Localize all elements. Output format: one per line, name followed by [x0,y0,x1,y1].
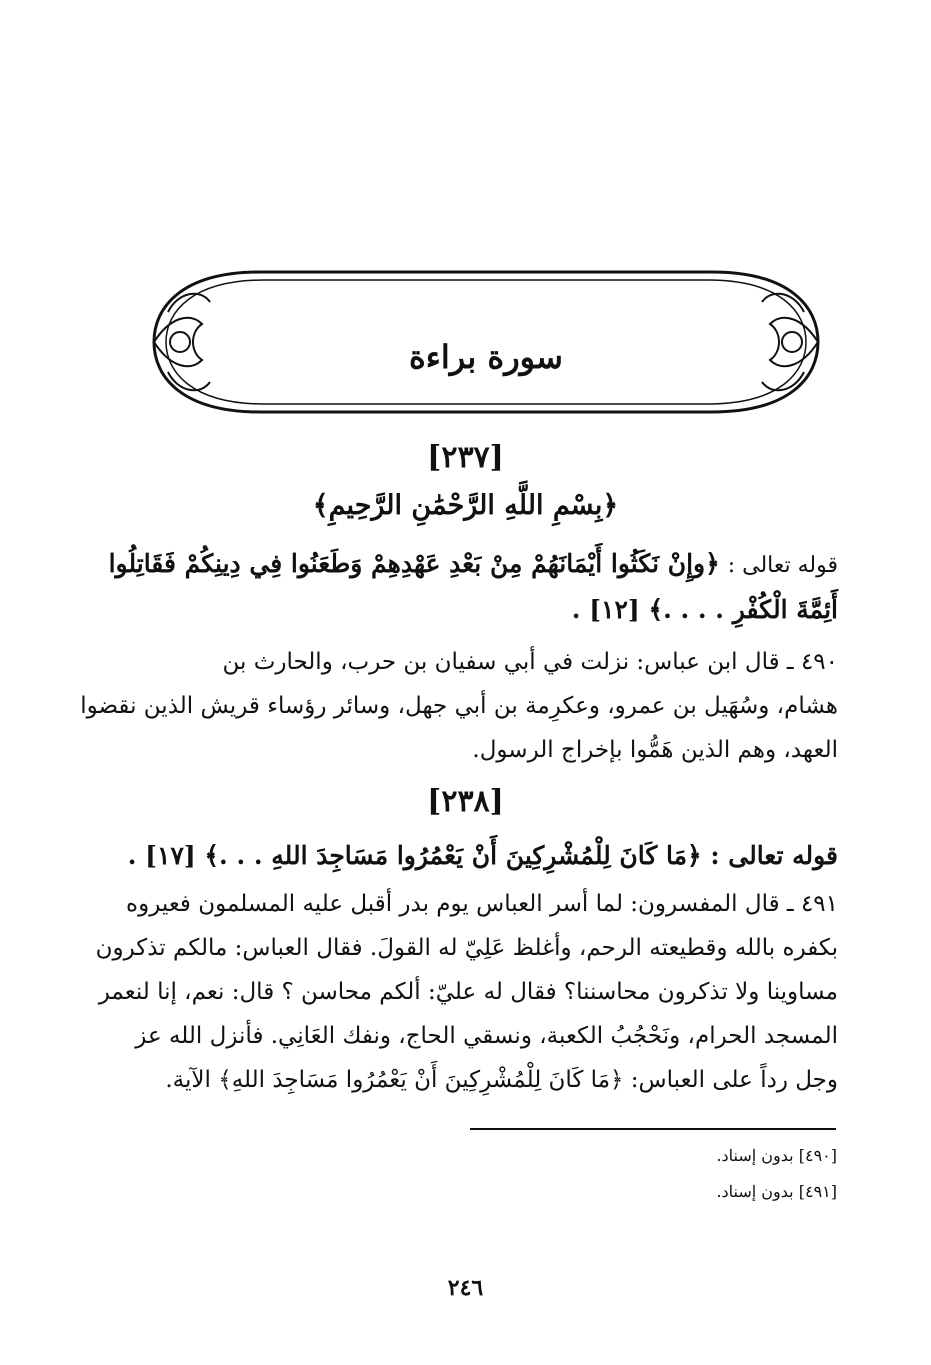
hadith-line: ٤٩١ ـ قال المفسرون: لما أسر العباس يوم بدر أقبل عليه المسلمون فعيروه [126,891,838,917]
hadith-line: وجل رداً على العباس: ﴿مَا كَانَ لِلْمُشْرِكِينَ أَنْ يَعْمُرُوا مَسَاجِدَ اللهِ﴾ الآية. [165,1067,838,1093]
verse-line: قوله تعالى : ﴿مَا كَانَ لِلْمُشْرِكِينَ أَنْ يَعْمُرُوا مَسَاجِدَ اللهِ . . .﴾ [١٧] . [127,841,838,870]
footnote-490: [٤٩٠] بدون إسناد. [716,1146,837,1165]
hadith-line: مساوينا ولا تذكرون محاسننا؟ فقال له عليّ: ألكم محاسن ؟ قال: نعم، إنا لنعمر [98,979,838,1005]
hadith-line: هشام، وسُهَيل بن عمرو، وعكرِمة بن أبي جهل، وسائر رؤساء قريش الذين نقضوا [80,693,838,719]
hadith-line: المسجد الحرام، ونَحْجُبُ الكعبة، ونسقي الحاج، ونفك العَانِي. فأنزل الله عز [135,1023,838,1049]
footnote-divider [470,1128,836,1130]
hadith-490 [80,640,838,772]
hadith-line: العهد، وهم الذين هَمُّوا بإخراج الرسول. [472,737,838,763]
verse-line-2: أَئِمَّةَ الْكُفْرِ . . . .﴾ [١٢] . [571,595,838,624]
footnote-491: [٤٩١] بدون إسناد. [716,1182,837,1201]
hadith-491 [95,882,838,1102]
verse-block-238 [118,834,838,878]
basmala: ﴿بِسْمِ اللَّهِ الرَّحْمَٰنِ الرَّحِيمِ﴾ [312,490,619,521]
verse-intro: قوله تعالى : [727,553,838,578]
hadith-line: بكفره بالله وقطيعته الرحم، وأغلظ عَلِيّ له القولَ. فقال العباس: مالكم تذكرون [95,935,838,961]
section-number-238: [٢٣٨] [427,784,504,819]
verse-text: ﴿وإِنْ نَكَثُوا أَيْمَانَهُمْ مِنْ بَعْدِ عَهْدِهِمْ وَطَعَنُوا فِي دِينِكُمْ فَقَاتِلُوا [108,549,720,578]
surah-title: سورة براءة [409,338,563,376]
verse-line-1 [108,542,838,588]
page-number: ٢٤٦ [447,1275,484,1301]
section-number-237: [٢٣٧] [427,440,504,475]
verse-block-237 [108,542,838,632]
hadith-line: ٤٩٠ ـ قال ابن عباس: نزلت في أبي سفيان بن حرب، والحارث بن [222,649,838,675]
